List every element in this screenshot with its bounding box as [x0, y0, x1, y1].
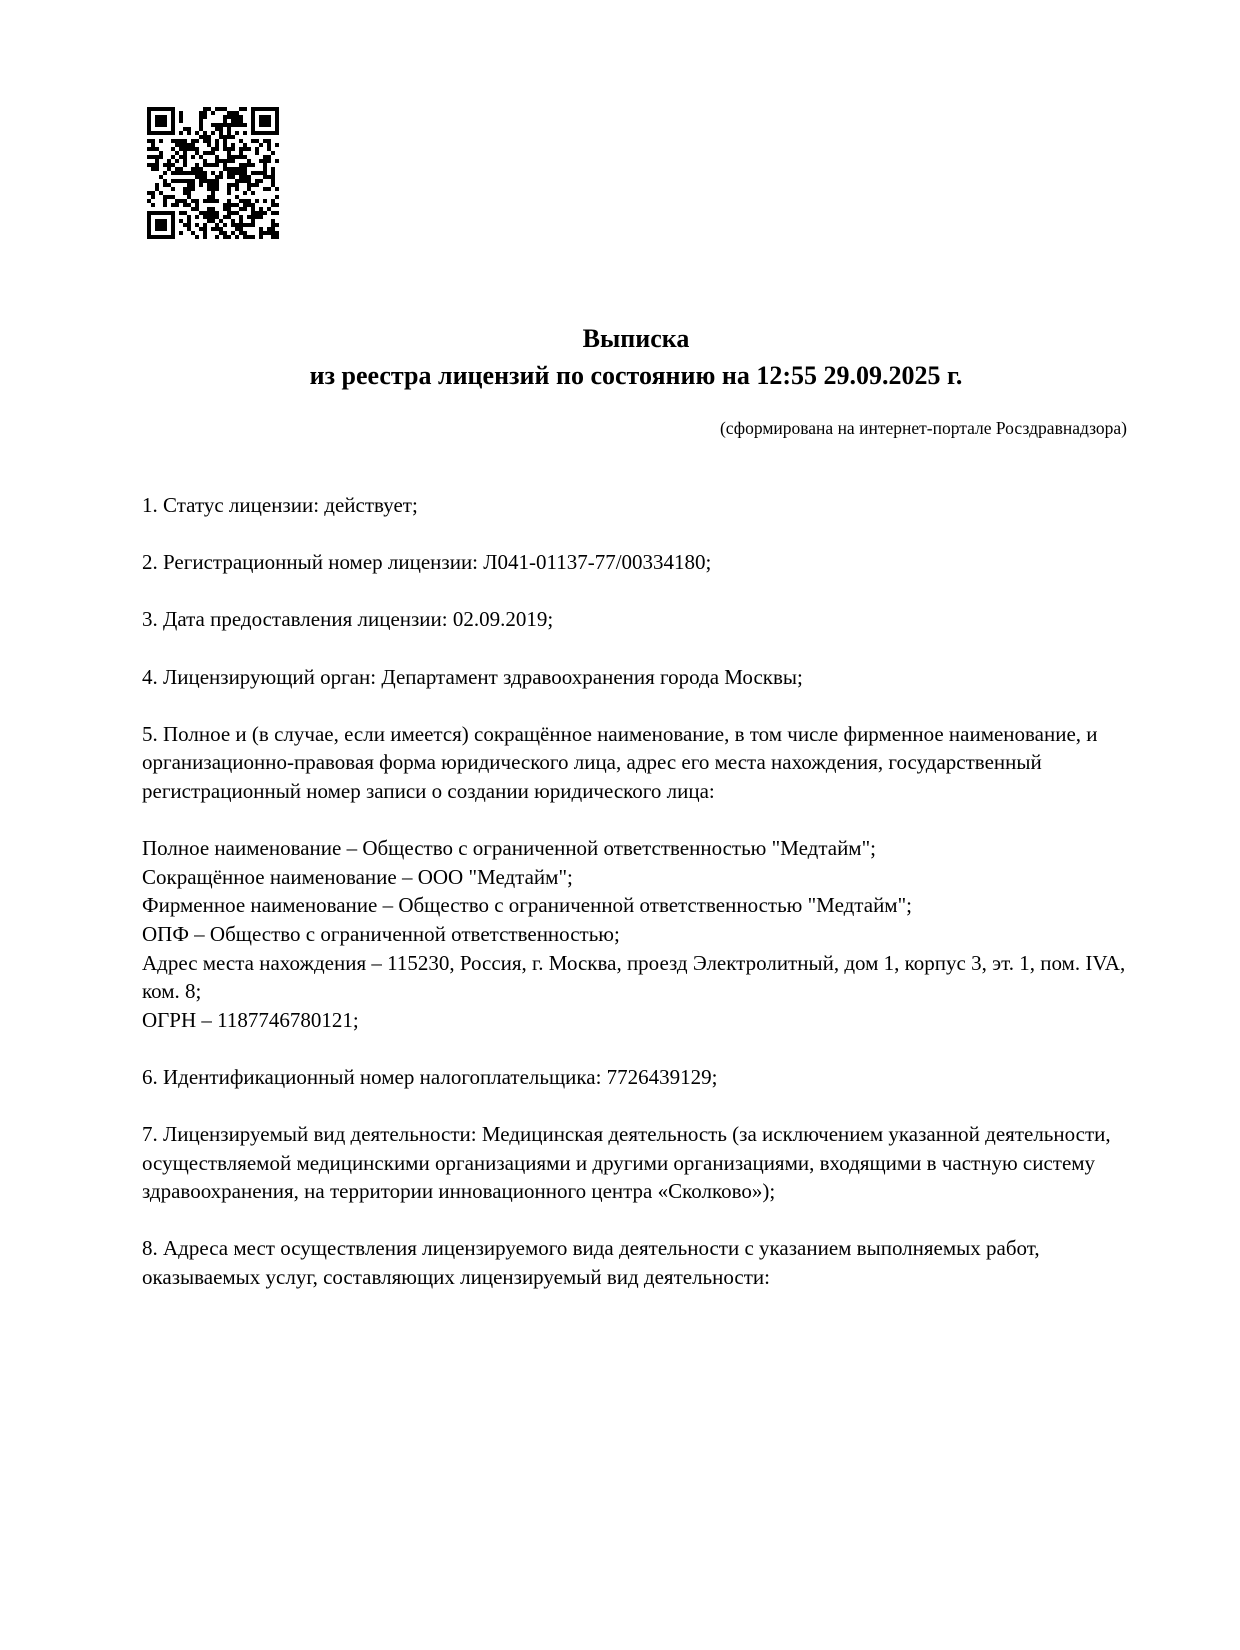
paragraph-activity-addresses-intro: 8. Адреса мест осуществления лицензируемого вида деятельности с указанием выполняемых работ, оказываемых услуг, составляющих лицензируемый вид деятельности: [142, 1236, 1040, 1290]
document-title-line2: из реестра лицензий по состоянию на 12:55 29.09.2025 г. [309, 361, 963, 390]
paragraph-license-date: 3. Дата предоставления лицензии: 02.09.2019; [142, 607, 554, 632]
company-brand-name: Фирменное наименование – Общество с ограниченной ответственностью "Медтайм"; [142, 893, 912, 918]
paragraph-license-status: 1. Статус лицензии: действует; [142, 493, 418, 517]
company-full-name: Полное наименование – Общество с ограниченной ответственностью "Медтайм"; [142, 836, 877, 861]
company-details-block [142, 834, 1132, 1034]
document-title [142, 320, 1130, 394]
paragraph-inn: 6. Идентификационный номер налогоплательщика: 7726439129; [142, 1064, 718, 1089]
company-opf: ОПФ – Общество с ограниченной ответственностью; [142, 921, 620, 946]
paragraph-entity-intro: 5. Полное и (в случае, если имеется) сокращённое наименование, в том числе фирменное наименование, и организационно-правовая форма юридического лица, адрес его места нахождения, государственный регистрационный номер записи о создании юридического лица: [142, 721, 1098, 803]
qr-code [147, 107, 279, 239]
document-body [142, 491, 1132, 1320]
document-subtitle: (сформирована на интернет-портале Росздравнадзора) [719, 418, 1127, 438]
document-title-line1: Выписка [582, 324, 690, 353]
paragraph-licensed-activity: 7. Лицензируемый вид деятельности: Медицинская деятельность (за исключением указанной деятельности, осуществляемой медицинскими организациями и другими организациями, входящими в частную систему здравоохранения, на территории инновационного центра «Сколково»); [142, 1122, 1111, 1204]
paragraph-registration-number: 2. Регистрационный номер лицензии: Л041-01137-77/00334180; [142, 550, 712, 575]
company-ogrn: ОГРН – 1187746780121; [142, 1007, 359, 1032]
company-address: Адрес места нахождения – 115230, Россия, г. Москва, проезд Электролитный, дом 1, корпус 3, эт. 1, пом. IVA, ком. 8; [142, 950, 1126, 1004]
qr-code-image [147, 107, 279, 239]
company-short-name: Сокращённое наименование – ООО "Медтайм"; [142, 864, 573, 889]
paragraph-licensing-authority: 4. Лицензирующий орган: Департамент здравоохранения города Москвы; [142, 664, 803, 689]
